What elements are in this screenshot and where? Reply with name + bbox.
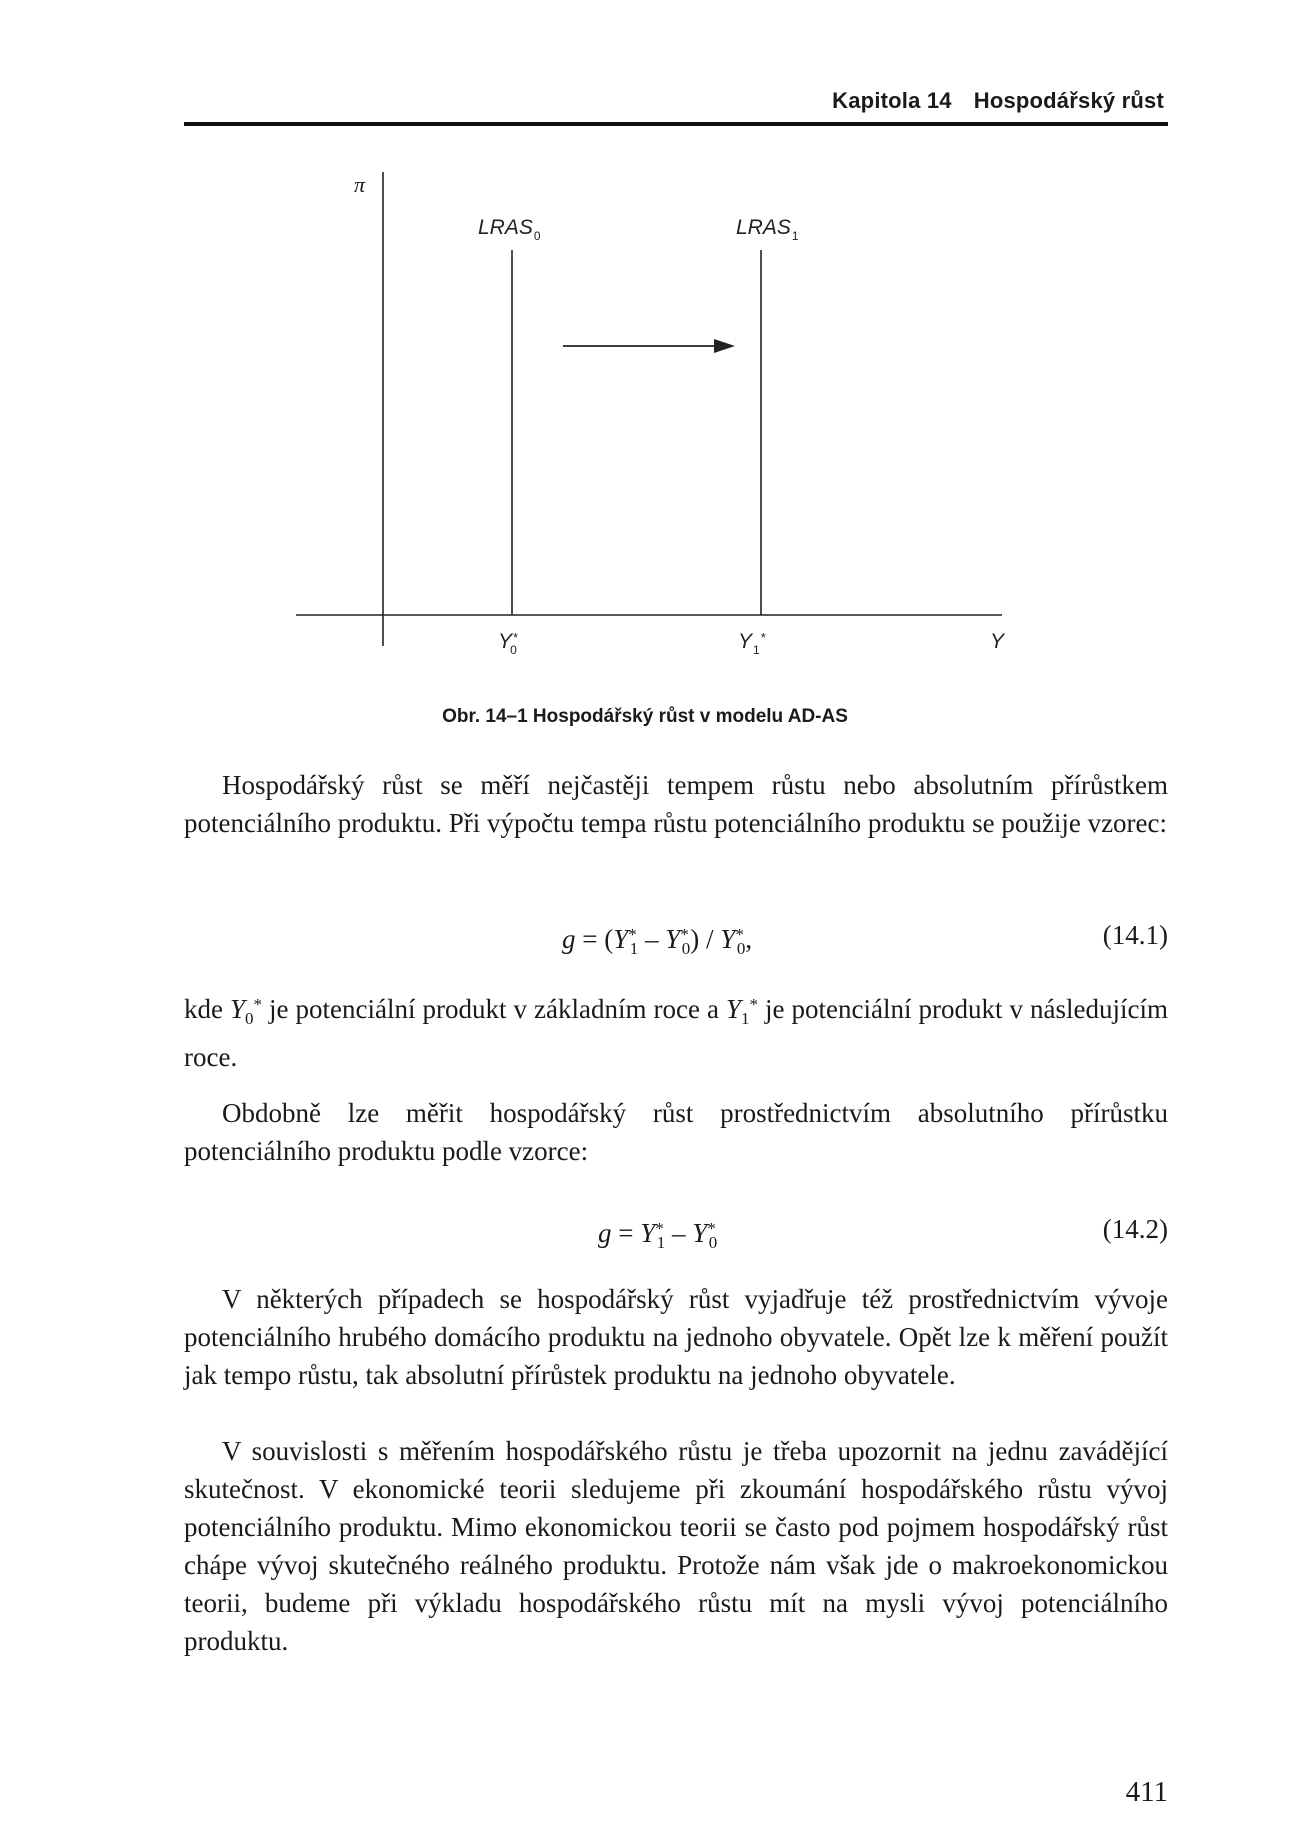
x-axis-label: Y (990, 630, 1005, 653)
p2-y0-sub: 0 (245, 1009, 254, 1028)
eq1-slash: ) / (690, 924, 721, 954)
p2-text-a: kde (184, 994, 230, 1024)
eq1-minus: – (638, 924, 666, 954)
header-title: Hospodářský růst (973, 88, 1164, 113)
tick0-label-text: Y (498, 630, 513, 653)
eq1-g: g (562, 924, 576, 954)
p2-y0-sup: * (253, 995, 263, 1014)
lras0-label-sub: 0 (533, 229, 541, 243)
eq2-equals: = (611, 1218, 641, 1248)
p2-text-b: je potenciální produkt v základním roce a (262, 994, 726, 1024)
lras1-label-sub: 1 (791, 229, 799, 243)
eq2-y0-sup: * (707, 1219, 716, 1238)
eq2-y1-sub: 1 (656, 1233, 666, 1252)
figure-diagram (0, 0, 1290, 740)
tick0-label-sup: * (513, 630, 519, 645)
tick1-label-sup: * (760, 630, 766, 645)
paragraph-5: V souvislosti s měřením hospodářského růstu je třeba upozornit na jednu zavádějící skutečnost. V ekonomické teorii sledujeme při zkoumání hospodářského růstu vývoj potenciálního produktu. Mimo ekonomickou teorii se často pod pojmem hospodářský růst chápe vývoj skutečného reálného produktu. Protože nám však jde o makroekonomickou teorii, budeme při výkladu hospodářského růstu mít na mysli vývoj potenciálního produktu. (184, 1436, 1168, 1656)
figure-caption: Obr. 14–1 Hospodářský růst v modelu AD-AS (442, 706, 848, 727)
equation-14-2 (598, 1210, 717, 1262)
eq2-y1: Y (640, 1218, 656, 1248)
header-chapter: Kapitola 14 (832, 88, 952, 113)
eq1-y1-sub: 1 (629, 939, 639, 958)
equation-number-14-2: (14.2) (1102, 1214, 1168, 1244)
eq1-comma: , (745, 924, 753, 954)
p2-y1-sup: * (749, 995, 759, 1014)
eq1-y0b-sup: * (735, 925, 744, 944)
lras1-label (736, 216, 799, 243)
eq1-y0b: Y (720, 924, 736, 954)
tick1-label-sub: 1 (753, 643, 760, 657)
figure-ad-as (0, 0, 1290, 740)
lras0-label (478, 216, 541, 243)
eq2-y1-sup: * (655, 1219, 664, 1238)
paragraph-1: Hospodářský růst se měří nejčastěji tempem růstu nebo absolutním přírůstkem potenciálního produktu. Při výpočtu tempa růstu potenciálního produktu se použije vzorec: (184, 770, 1168, 838)
equation-14-1 (562, 916, 752, 968)
eq1-y1-sup: * (628, 925, 637, 944)
eq1-y1: Y (613, 924, 629, 954)
p2-y1: Y (725, 994, 742, 1024)
p2-y1-sub: 1 (741, 1009, 750, 1028)
p2-y0: Y (230, 994, 246, 1024)
eq1-y0b-sub: 0 (736, 939, 746, 958)
eq2-g: g (598, 1218, 612, 1248)
paragraph-3: Obdobně lze měřit hospodářský růst prostřednictvím absolutního přírůstku potenciálního produktu podle vzorce: (184, 1098, 1168, 1166)
equation-number-14-1: (14.1) (1102, 920, 1168, 950)
tick1-label-text: Y (738, 630, 753, 653)
tick0-label (498, 630, 517, 657)
shift-arrow-head (714, 339, 735, 353)
y-axis-label: π (354, 172, 366, 197)
eq2-minus: – (665, 1218, 693, 1248)
tick1-label (738, 630, 766, 657)
eq1-equals: = ( (575, 924, 614, 954)
page-number: 411 (1125, 1776, 1168, 1808)
p2-text-c: je potenciální produkt v následujícím roce. (184, 994, 1168, 1072)
lras1-label-text: LRAS (736, 216, 791, 239)
eq1-y0: Y (665, 924, 681, 954)
paragraph-4: V některých případech se hospodářský růst vyjadřuje též prostřednictvím vývoje potenciálního hrubého domácího produktu na jednoho obyvatele. Opět lze k měření použít jak tempo růstu, tak absolutní přírůstek produktu na jednoho obyvatele. (184, 1284, 1168, 1390)
eq2-y0-sub: 0 (708, 1233, 718, 1252)
eq1-y0-sup: * (680, 925, 689, 944)
eq2-y0: Y (692, 1218, 708, 1248)
tick0-label-sub: 0 (510, 643, 517, 657)
paragraph-2 (184, 986, 1168, 1076)
lras0-label-text: LRAS (478, 216, 533, 239)
eq1-y0-sub: 0 (681, 939, 691, 958)
